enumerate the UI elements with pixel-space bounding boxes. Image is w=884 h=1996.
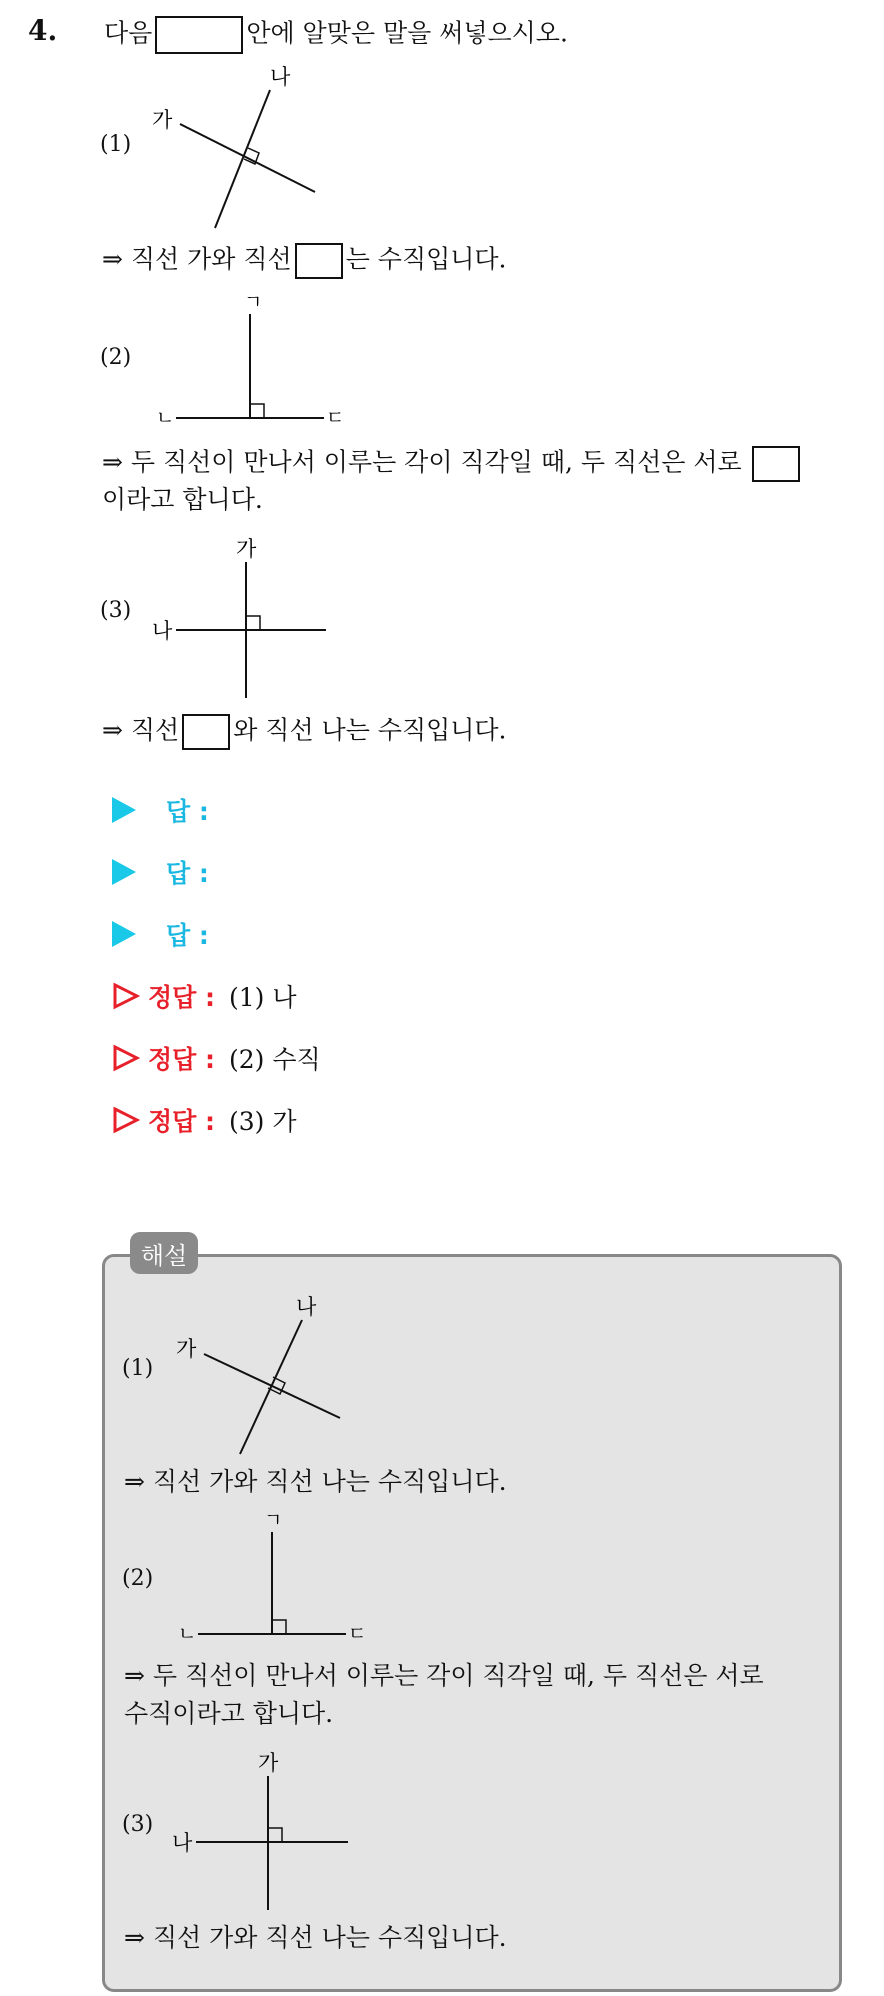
exp-part-2-text-line2: 수직이라고 합니다. (124, 1699, 334, 1728)
exp-part-1-diagram (170, 1290, 370, 1460)
answer-label: 답 : (166, 797, 209, 826)
blank-box (182, 714, 230, 750)
play-icon (112, 797, 136, 823)
exp-part-2-text-line1: ⇒ 두 직선이 만나서 이루는 각이 직각일 때, 두 직선은 서로 (124, 1661, 764, 1690)
answer-row-2[interactable] (112, 852, 209, 892)
blank-box (752, 446, 800, 482)
play-outline-icon (112, 1106, 140, 1134)
answer-row-3[interactable] (112, 914, 209, 954)
correct-value: (3) 가 (229, 1107, 297, 1136)
part-2-statement-text: ⇒ 두 직선이 만나서 이루는 각이 직각일 때, 두 직선은 서로 (102, 447, 742, 477)
correct-answer-2 (112, 1038, 321, 1078)
label-ga: 가 (152, 108, 173, 132)
blank-box (155, 16, 243, 54)
correct-value: (2) 수직 (229, 1045, 321, 1074)
label-na: 나 (296, 1295, 317, 1319)
correct-value: (1) 나 (229, 983, 297, 1012)
label-na: 나 (172, 1831, 193, 1855)
explanation-tab: 해설 (130, 1232, 198, 1274)
exp-part-3-text: ⇒ 직선 가와 직선 나는 수직입니다. (124, 1923, 507, 1952)
label-digeut: ㄷ (348, 1623, 367, 1645)
answer-label: 답 : (166, 921, 209, 950)
label-ga: 가 (176, 1337, 197, 1361)
right-angle-mark (272, 1620, 286, 1634)
label-na: 나 (152, 619, 173, 643)
part-2-label: (2) (100, 345, 132, 370)
part-1-statement-before: ⇒ 직선 가와 직선 (102, 244, 292, 274)
correct-label: 정답 : (148, 1107, 216, 1136)
instruction-before: 다음 (104, 18, 153, 48)
label-na: 나 (270, 65, 291, 89)
exp-part-2-diagram (172, 1510, 382, 1646)
label-nieun: ㄴ (156, 407, 175, 429)
line-na (215, 90, 270, 228)
exp-part-1-text: ⇒ 직선 가와 직선 나는 수직입니다. (124, 1467, 507, 1496)
part-1-diagram (140, 60, 340, 240)
instruction-after: 안에 알맞은 말을 써넣으시오. (246, 18, 568, 48)
exp-part-3-label: (3) (122, 1812, 154, 1837)
part-1-statement-after: 는 수직입니다. (345, 244, 507, 274)
part-3-label: (3) (100, 598, 132, 623)
question-number: 4. (28, 14, 58, 47)
exp-part-2-label: (2) (122, 1566, 154, 1591)
play-outline-icon (112, 982, 140, 1010)
right-angle-mark (246, 616, 260, 630)
part-1-statement (102, 243, 507, 279)
correct-label: 정답 : (148, 1045, 216, 1074)
correct-answer-3 (112, 1100, 297, 1140)
right-angle-mark (268, 1828, 282, 1842)
play-icon (112, 859, 136, 885)
line-ga (180, 124, 315, 192)
label-ga: 가 (236, 537, 257, 561)
play-outline-icon (112, 1044, 140, 1072)
label-digeut: ㄷ (326, 407, 345, 429)
correct-answer-1 (112, 976, 297, 1016)
part-3-statement-before: ⇒ 직선 (102, 715, 180, 745)
label-ga: 가 (258, 1751, 279, 1775)
answer-row-1[interactable] (112, 790, 209, 830)
exp-part-1-label: (1) (122, 1356, 154, 1381)
part-2-statement-line1 (102, 446, 803, 482)
label-giyeok: ㄱ (264, 1510, 283, 1531)
correct-label: 정답 : (148, 983, 216, 1012)
label-nieun: ㄴ (178, 1623, 197, 1645)
question-instruction (104, 16, 568, 54)
play-icon (112, 921, 136, 947)
part-3-statement-after: 와 직선 나는 수직입니다. (233, 715, 507, 745)
part-2-diagram (150, 290, 360, 430)
blank-box (295, 243, 343, 279)
part-2-statement-line2: 이라고 합니다. (102, 485, 263, 514)
line-na (240, 1320, 302, 1454)
answer-label: 답 : (166, 859, 209, 888)
exp-part-3-diagram (172, 1744, 372, 1916)
right-angle-mark (250, 404, 264, 418)
part-1-label: (1) (100, 132, 132, 157)
label-giyeok: ㄱ (244, 291, 263, 313)
part-3-statement (102, 714, 507, 750)
part-3-diagram (150, 528, 350, 708)
